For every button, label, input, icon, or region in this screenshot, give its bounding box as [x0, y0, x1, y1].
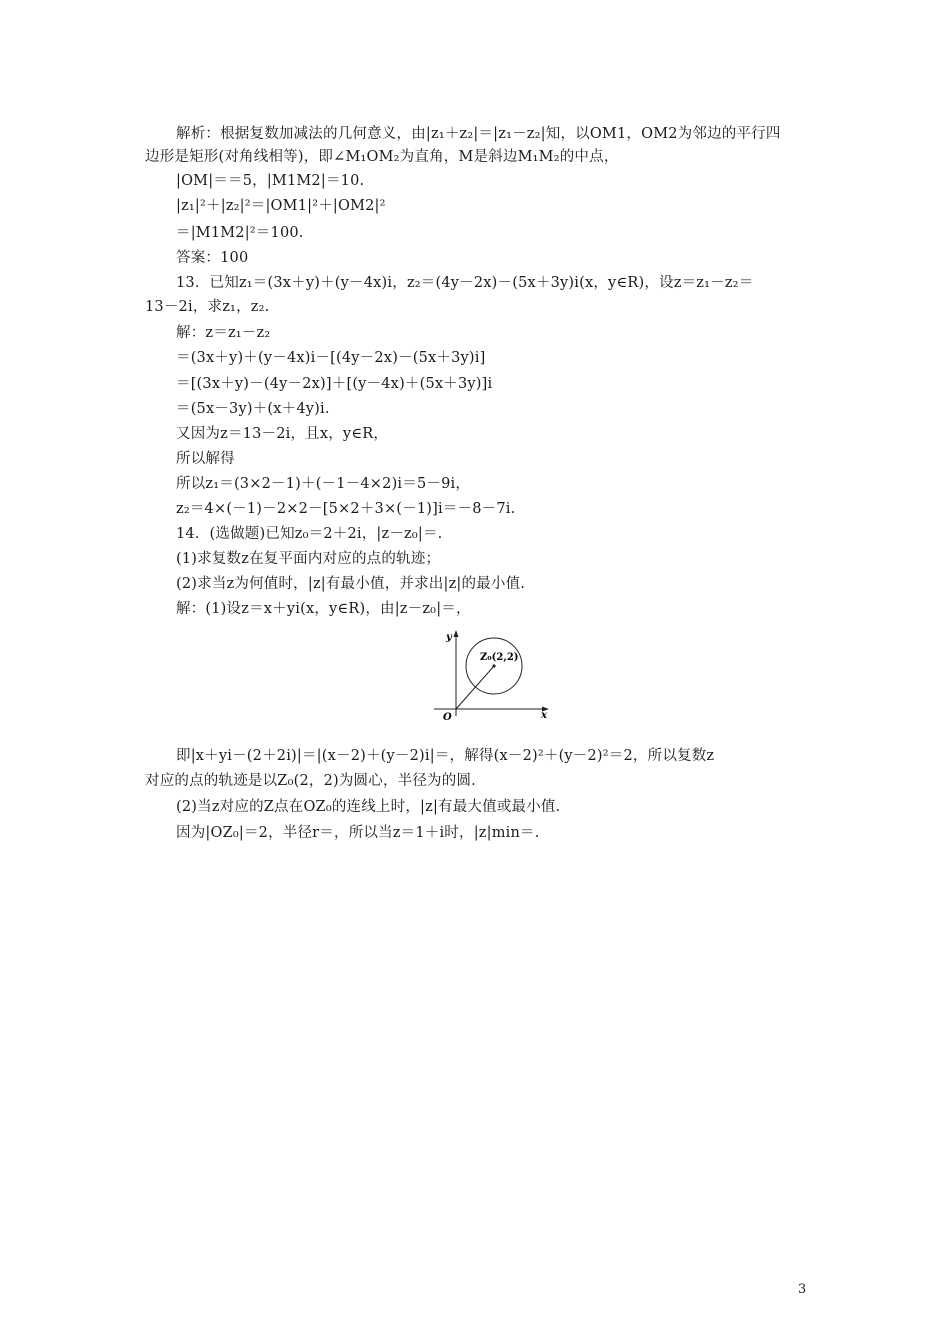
text-line: |OM|＝＝5，|M1M2|＝10.: [176, 173, 365, 189]
text-line: 解析：根据复数加减法的几何意义，由|z₁＋z₂|＝|z₁－z₂|知，以OM1，OM2为邻边的平行四: [176, 126, 781, 142]
text-line: (2)当z对应的Z点在OZ₀的连线上时，|z|有最大值或最小值.: [176, 799, 561, 815]
page-number: 3: [798, 1282, 807, 1297]
x-axis-label: x: [541, 710, 547, 721]
text-line: 边形是矩形(对角线相等)，即∠M₁OM₂为直角，M是斜边M₁M₂的中点，: [145, 149, 619, 165]
text-line: ＝(5x－3y)＋(x＋4y)i.: [176, 401, 330, 417]
text-line: 所以z₁＝(3×2－1)＋(－1－4×2)i＝5－9i，: [176, 476, 471, 492]
text-line: 因为|OZ₀|＝2，半径r＝，所以当z＝1＋i时，|z|min＝.: [176, 825, 540, 841]
text-line: ＝|M1M2|²＝100.: [176, 225, 304, 241]
text-line: 解：z＝z₁－z₂: [176, 325, 271, 341]
text-line: 13－2i，求z₁，z₂.: [145, 299, 270, 315]
text-line: 对应的点的轨迹是以Z₀(2，2)为圆心，半径为的圆.: [145, 773, 476, 789]
origin-label: O: [443, 712, 452, 722]
text-line: 14．(选做题)已知z₀＝2＋2i，|z－z₀|＝.: [176, 526, 443, 542]
text-line: (1)求复数z在复平面内对应的点的轨迹；: [176, 551, 441, 567]
center-label: Z₀(2,2): [480, 652, 519, 663]
text-line: |z₁|²＋|z₂|²＝|OM1|²＋|OM2|²: [176, 198, 386, 214]
text-line: 解：(1)设z＝x＋yi(x，y∈R)，由|z－z₀|＝，: [176, 601, 471, 617]
circle-figure: [428, 626, 554, 722]
text-line: (2)求当z为何值时，|z|有最小值，并求出|z|的最小值.: [176, 576, 526, 592]
text-line: z₂＝4×(－1)－2×2－[5×2＋3×(－1)]i＝－8－7i.: [176, 501, 516, 517]
y-axis-label: y: [446, 632, 452, 643]
text-line: 答案：100: [176, 250, 249, 266]
text-line: ＝(3x＋y)＋(y－4x)i－[(4y－2x)－(5x＋3y)i]: [176, 350, 486, 366]
text-line: 所以解得: [176, 451, 235, 467]
text-line: 又因为z＝13－2i，且x，y∈R，: [176, 426, 389, 442]
text-line: 即|x＋yi－(2＋2i)|＝|(x－2)＋(y－2)i|＝，解得(x－2)²＋(y－2)²＝2，所以复数z: [176, 748, 715, 764]
text-line: 13．已知z₁＝(3x＋y)＋(y－4x)i，z₂＝(4y－2x)－(5x＋3y)i(x，y∈R)，设z＝z₁－z₂＝: [176, 275, 754, 291]
text-line: ＝[(3x＋y)－(4y－2x)]＋[(y－4x)＋(5x＋3y)]i: [176, 376, 493, 392]
